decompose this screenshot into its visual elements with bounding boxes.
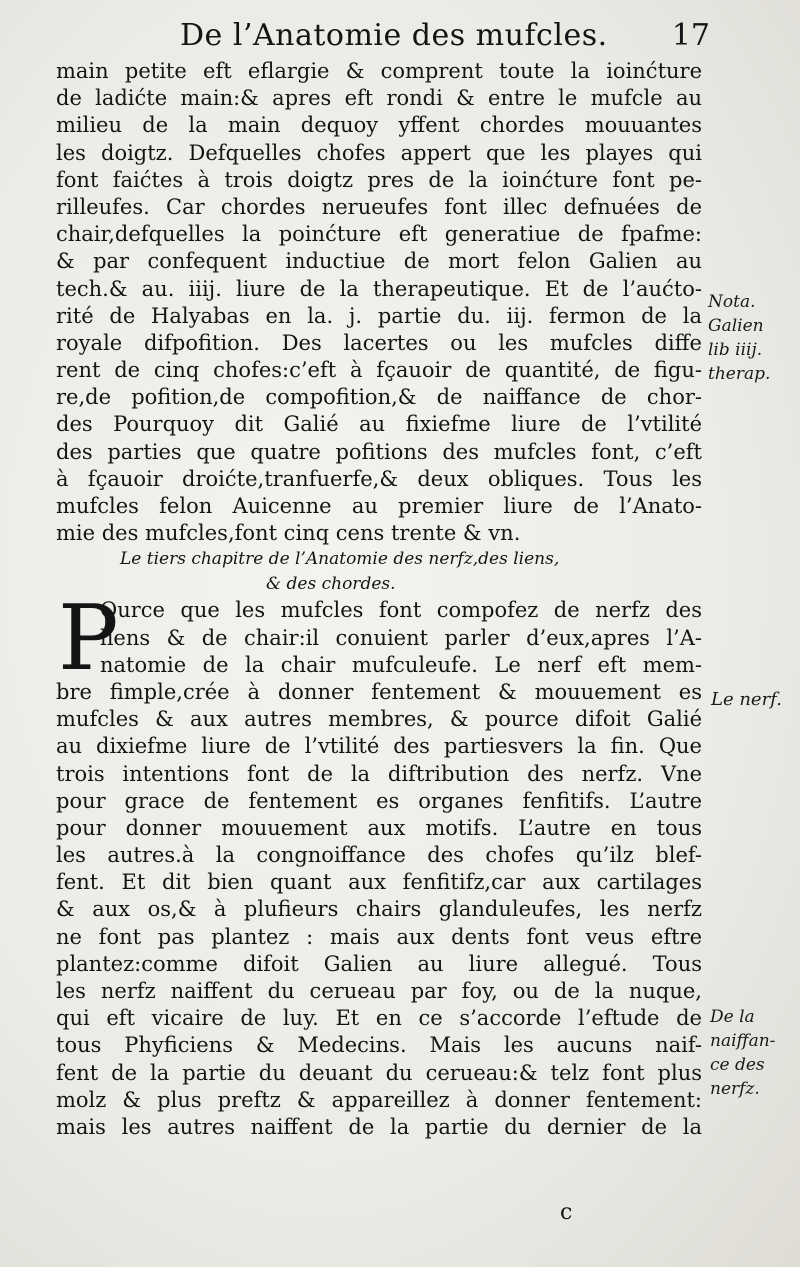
text-line: & aux os,& à plufieurs chairs glanduleufes, les nerfz xyxy=(56,897,702,922)
chapter-title-line: & des chordes. xyxy=(266,574,396,595)
text-line: à fçauoir droićte,tranfuerfe,& deux obliques. Tous les xyxy=(56,466,702,491)
margin-note-line: naiffan- xyxy=(710,1031,776,1051)
margin-note-line: therap. xyxy=(708,364,771,384)
text-line: & par confequent inductiue de mort felon Galien au xyxy=(56,249,702,274)
signature-mark: c xyxy=(560,1200,573,1225)
text-line: rent de cinq chofes:c’eft à fçauoir de quantité, de figu- xyxy=(56,358,702,383)
text-line: mie des mufcles,font cinq cens trente & vn. xyxy=(56,521,521,546)
text-line: fent. Et dit bien quant aux fenfitifz,car aux cartilages xyxy=(56,870,702,895)
margin-note-line: Le nerf. xyxy=(711,689,782,710)
text-line: rilleufes. Car chordes nerueufes font illec defnuées de xyxy=(56,194,702,219)
text-line: ne font pas plantez : mais aux dents font veus eftre xyxy=(56,924,702,949)
text-line: re,de pofition,de compofition,& de naiffance de chor- xyxy=(56,385,702,410)
text-line: pour grace de fentement es organes fenfitifs. L’autre xyxy=(56,788,702,813)
text-line: les autres.à la congnoiffance des chofes qu’ilz blef- xyxy=(56,843,702,868)
running-head: De l’Anatomie des mufcles. xyxy=(180,18,608,53)
drop-cap: P xyxy=(58,586,119,692)
text-line: de ladićte main:& apres eft rondi & entre le mufcle au xyxy=(56,86,702,111)
text-line: mufcles felon Auicenne au premier liure de l’Anato- xyxy=(56,494,702,518)
text-line: rité de Halyabas en la. j. partie du. iij. fermon de la xyxy=(56,303,702,328)
text-line: tech.& au. iiij. liure de la therapeutique. Et de l’aućto- xyxy=(56,276,702,301)
text-line: des Pourquoy dit Galié au fixiefme liure de l’vtilité xyxy=(56,412,702,437)
text-line: royale difpofition. Des lacertes ou les mufcles diffe xyxy=(56,330,702,355)
margin-note-line: Nota. xyxy=(708,292,756,312)
margin-note-line: De la xyxy=(710,1007,755,1027)
page-number: 17 xyxy=(671,18,710,53)
text-line: les doigtz. Defquelles chofes appert que les playes qui xyxy=(56,140,702,165)
text-line: pour donner mouuement aux motifs. L’autre en tous xyxy=(56,815,702,840)
text-line: mais les autres naiffent de la partie du dernier de la xyxy=(56,1114,702,1139)
chapter-title-line: Le tiers chapitre de l’Anatomie des nerfz,des liens, xyxy=(120,549,560,570)
margin-note-line: nerfz. xyxy=(710,1079,760,1099)
text-line: natomie de la chair mufculeufe. Le nerf eft mem- xyxy=(100,652,702,677)
page-header xyxy=(150,16,710,56)
text-line: bre fimple,crée à donner fentement & mouuement es xyxy=(56,679,702,704)
text-line: les nerfz naiffent du cerueau par foy, ou de la nuque, xyxy=(56,979,702,1003)
margin-note-nota xyxy=(708,290,770,386)
text-line: au dixiefme liure de l’vtilité des partiesvers la fin. Que xyxy=(56,734,702,759)
text-line: liens & de chair:il conuient parler d’eux,apres l’A- xyxy=(100,625,702,650)
margin-note-line: ce des xyxy=(710,1055,765,1075)
text-line: mufcles & aux autres membres, & pource difoit Galié xyxy=(56,707,702,732)
text-line: main petite eft eflargie & comprent toute la ioinćture xyxy=(56,59,702,83)
text-line: Ource que les mufcles font compofez de nerfz des xyxy=(100,598,702,623)
text-line: tous Phyficiens & Medecins. Mais les aucuns naif- xyxy=(56,1033,702,1058)
chapter-title xyxy=(56,547,702,597)
text-line: qui eft vicaire de luy. Et en ce s’accorde l’eftude de xyxy=(56,1006,702,1031)
text-line: milieu de la main dequoy yffent chordes mouuantes xyxy=(56,113,702,138)
text-line: fent de la partie du deuant du cerueau:& telz font plus xyxy=(56,1060,702,1085)
text-line: plantez:comme difoit Galien au liure allegué. Tous xyxy=(56,951,702,976)
paragraph-nerves xyxy=(56,586,702,1141)
margin-note-nerf xyxy=(711,688,782,712)
margin-note-line: lib iiij. xyxy=(708,340,763,360)
text-line: chair,defquelles la poinćture eft generatiue de fpafme: xyxy=(56,222,702,247)
margin-note-line: Galien xyxy=(708,316,764,336)
text-line: trois intentions font de la diftribution des nerfz. Vne xyxy=(56,761,702,786)
main-text xyxy=(56,58,702,1141)
margin-note-naissance xyxy=(710,1005,775,1101)
text-line: des parties que quatre pofitions des mufcles font, c’eft xyxy=(56,439,702,464)
paragraph-muscles xyxy=(56,58,702,547)
text-line: molz & plus preftz & appareillez à donner fentement: xyxy=(56,1087,702,1112)
text-line: font faićtes à trois doigtz pres de la ioinćture font pe- xyxy=(56,167,702,192)
